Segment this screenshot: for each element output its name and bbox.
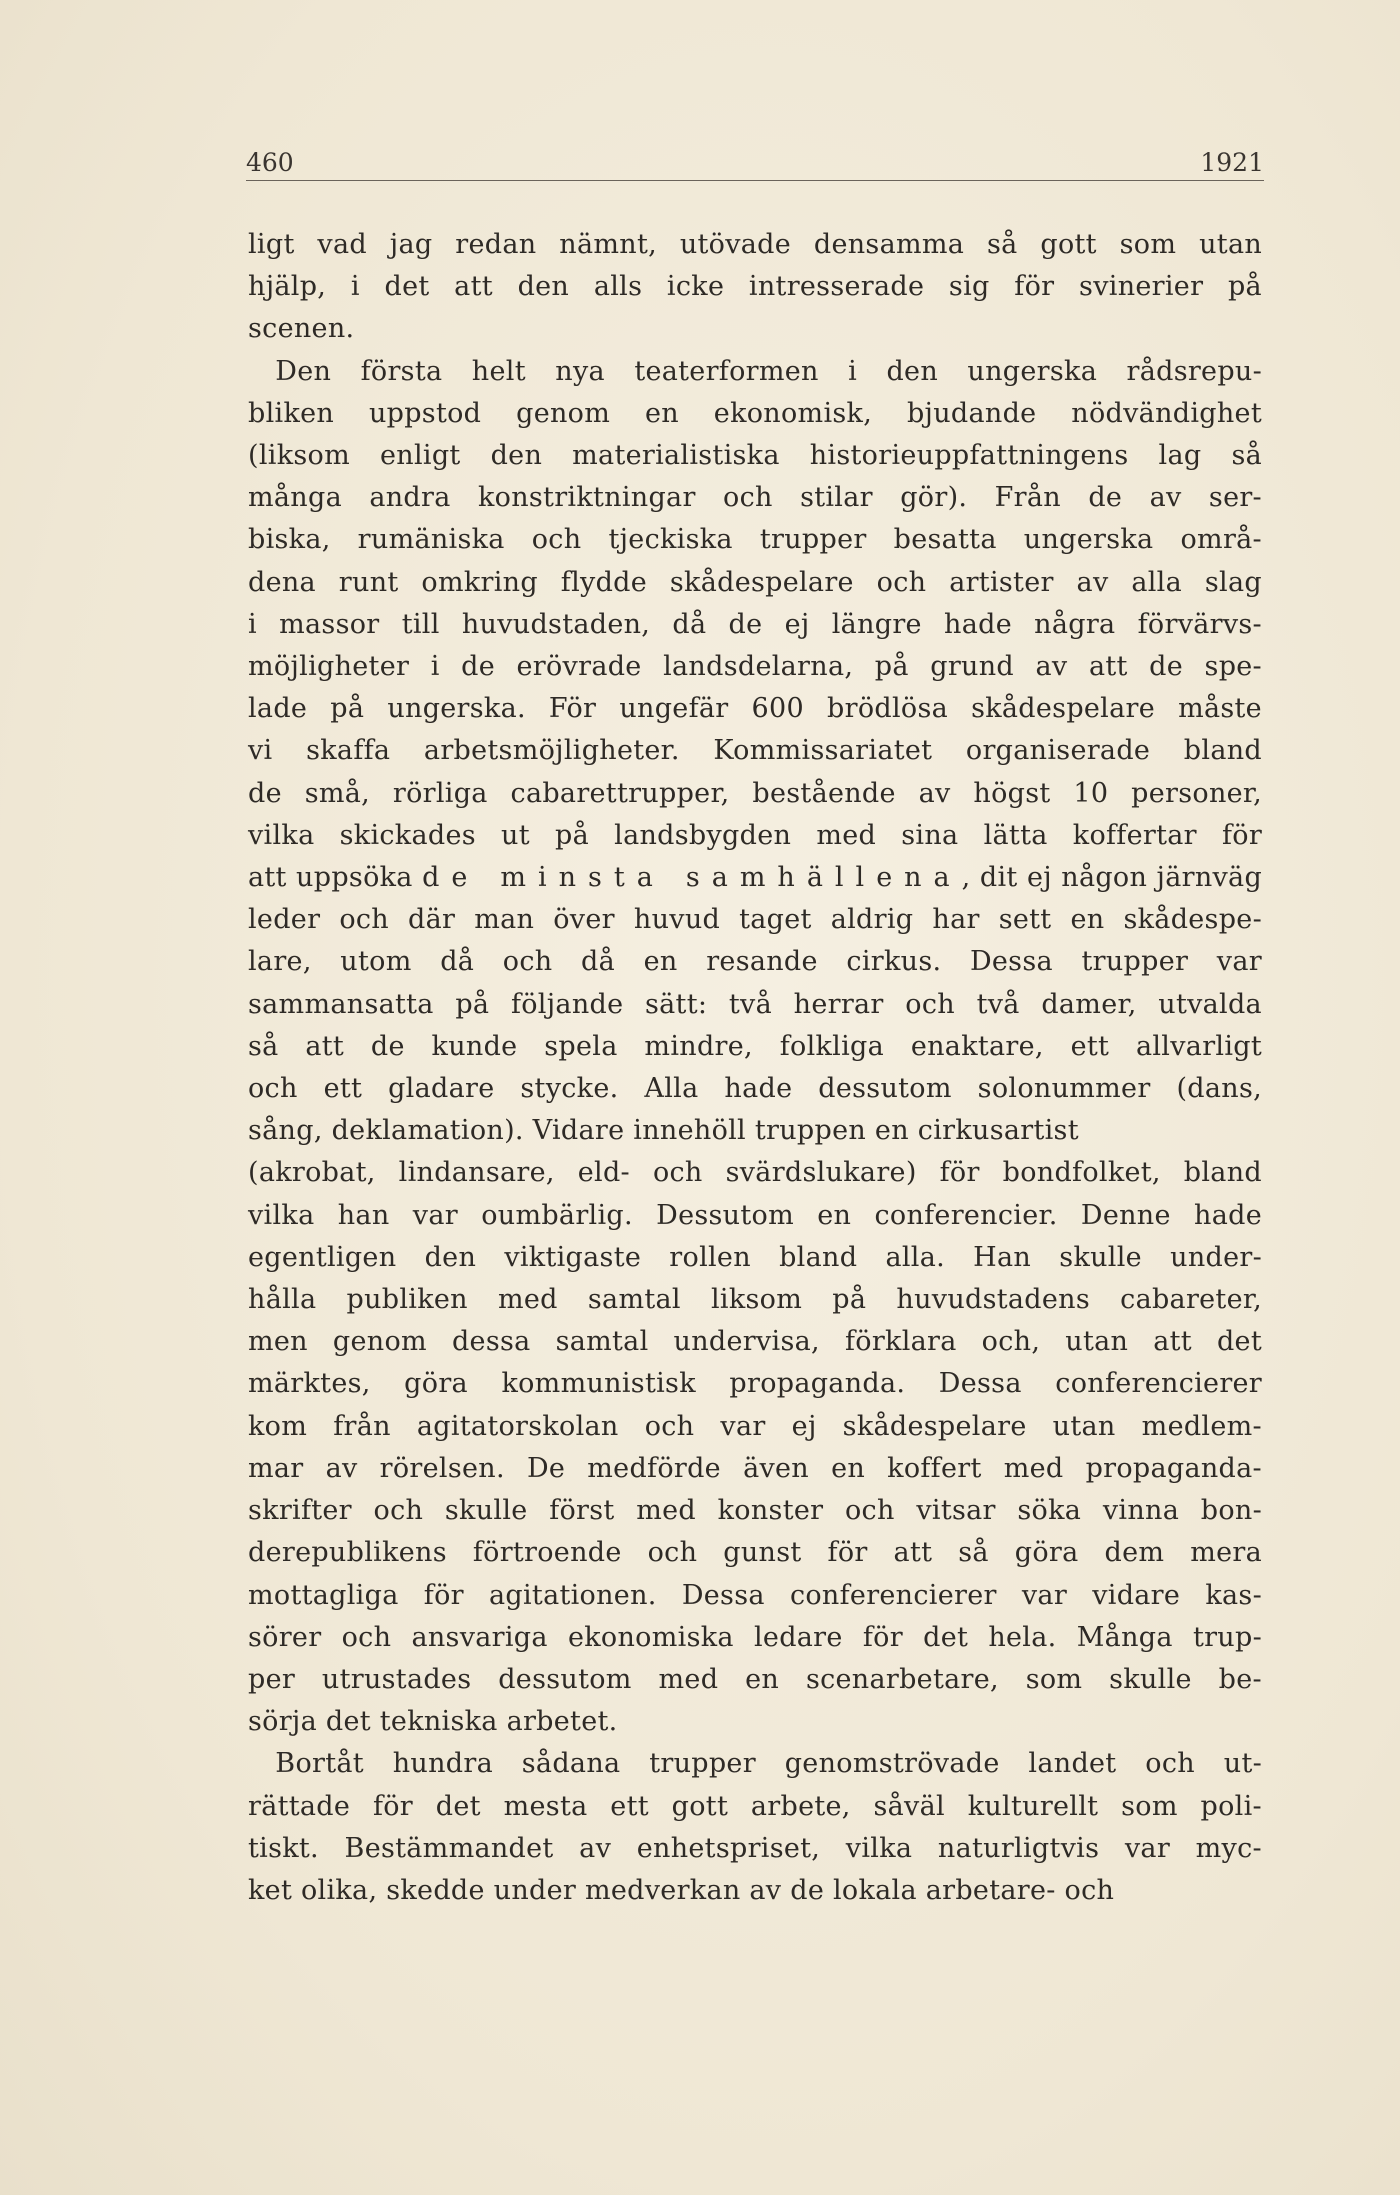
text-line: ligt vad jag redan nämnt, utövade densamma så gott som utan	[248, 229, 1263, 260]
text-line: skrifter och skulle först med konster och vitsar söka vinna bon-	[248, 1495, 1263, 1527]
letterspaced-emphasis: de minsta samhällena	[422, 862, 962, 894]
text-line: (liksom enligt den materialistiska historieuppfattningens lag så	[248, 440, 1263, 472]
running-head-year: 1921	[1200, 148, 1264, 177]
text-line: (akrobat, lindansare, eld- och svärdslukare) för bondfolket, bland	[248, 1157, 1262, 1189]
text-line: sång, deklamation). Vidare innehöll truppen en cirkusartist	[248, 1115, 1079, 1147]
text-line: märktes, göra kommunistisk propaganda. Dessa conferencierer	[248, 1368, 1263, 1400]
text-line: mar av rörelsen. De medförde även en koffert med propaganda-	[248, 1452, 1262, 1484]
text-line: egentligen den viktigaste rollen bland alla. Han skulle under-	[248, 1241, 1263, 1273]
running-header	[246, 140, 1264, 180]
text-line: sörja det tekniska arbetet.	[248, 1706, 618, 1738]
text-line: hålla publiken med samtal liksom på huvudstadens cabareter,	[248, 1284, 1262, 1316]
text-line: och ett gladare stycke. Alla hade dessutom solonummer (dans,	[248, 1073, 1263, 1105]
text-fragment: att uppsöka	[248, 862, 423, 894]
text-line: ket olika, skedde under medverkan av de lokala arbetare- och	[248, 1874, 1115, 1906]
text-line: vilka skickades ut på landsbygden med sina lätta koffertar för	[248, 819, 1263, 851]
text-line: vilka han var oumbärlig. Dessutom en conferencier. Denne hade	[248, 1199, 1262, 1231]
text-line: sammansatta på följande sätt: två herrar och två damer, utvalda	[248, 988, 1262, 1020]
text-line: lare, utom då och då en resande cirkus. Dessa trupper var	[248, 946, 1262, 978]
text-line-spaced	[248, 857, 1262, 899]
text-line: bliken uppstod genom en ekonomisk, bjudande nödvändighet	[248, 397, 1262, 429]
text-line: mottagliga för agitationen. Dessa conferencierer var vidare kas-	[248, 1579, 1262, 1611]
text-line: per utrustades dessutom med en scenarbetare, som skulle be-	[248, 1663, 1262, 1695]
text-line: många andra konstriktningar och stilar gör). Från de av ser-	[248, 482, 1262, 514]
text-line: hjälp, i det att den alls icke intresserade sig för svinerier på	[248, 271, 1262, 303]
text-line: derepublikens förtroende och gunst för att så göra dem mera	[248, 1537, 1263, 1569]
text-line: så att de kunde spela mindre, folkliga enaktare, ett allvarligt	[248, 1030, 1262, 1062]
body-text	[248, 224, 1262, 1912]
text-line: vi skaffa arbetsmöjligheter. Kommissariatet organiserade bland	[248, 735, 1262, 767]
text-line: sörer och ansvariga ekonomiska ledare för det hela. Många trup-	[248, 1621, 1262, 1653]
text-line: dena runt omkring flydde skådespelare och artister av alla slag	[248, 566, 1262, 598]
text-fragment: , dit ej någon järnväg	[961, 862, 1263, 894]
text-line: kom från agitatorskolan och var ej skådespelare utan medlem-	[248, 1410, 1262, 1442]
text-line: Bortåt hundra sådana trupper genomströvade landet och ut-	[248, 1748, 1263, 1780]
text-line: lade på ungerska. För ungefär 600 brödlösa skådespelare måste	[248, 693, 1262, 725]
text-line: rättade för det mesta ett gott arbete, såväl kulturellt som poli-	[248, 1790, 1262, 1822]
header-rule	[246, 180, 1264, 181]
text-line: men genom dessa samtal undervisa, förklara och, utan att det	[248, 1326, 1262, 1358]
page-number: 460	[246, 148, 294, 177]
text-line: tiskt. Bestämmandet av enhetspriset, vilka naturligtvis var myc-	[248, 1832, 1262, 1864]
text-line: Den första helt nya teaterformen i den ungerska rådsrepu-	[248, 355, 1263, 387]
text-line: scenen.	[248, 313, 355, 345]
text-line: de små, rörliga cabarettrupper, bestående av högst 10 personer,	[248, 777, 1263, 809]
text-line: biska, rumäniska och tjeckiska trupper besatta ungerska områ-	[248, 524, 1262, 556]
text-line: möjligheter i de erövrade landsdelarna, på grund av att de spe-	[248, 651, 1262, 683]
text-line: i massor till huvudstaden, då de ej längre hade några förvärvs-	[248, 608, 1262, 640]
text-line: leder och där man över huvud taget aldrig har sett en skådespe-	[248, 904, 1262, 936]
